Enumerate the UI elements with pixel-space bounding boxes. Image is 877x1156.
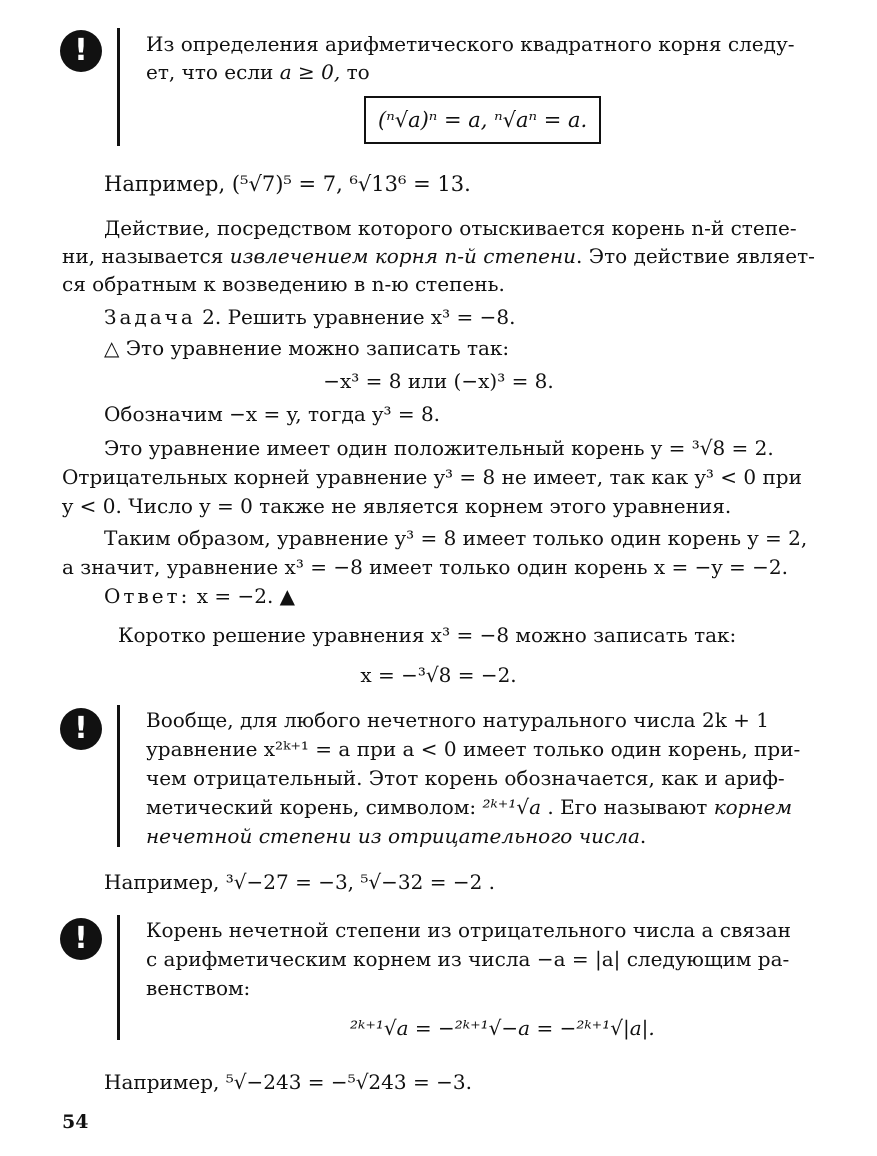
important-icon: ! [60,30,102,72]
rule2-line4: метический корень, символом: ²ᵏ⁺¹√a . Его называют корнем [146,795,793,819]
important-icon: ! [60,708,102,750]
eq1: −x³ = 8 или (−x)³ = 8. [323,369,554,393]
example1: Например, (⁵√7)⁵ = 7, ⁶√13⁶ = 13. [104,172,471,196]
task-label: Задача [104,305,196,329]
term-odd-root: нечетной степени из отрицательного числа [146,824,640,848]
para1-line3: ся обратным к возведению в n-ю степень. [62,272,505,296]
p3-line2: а значит, уравнение x³ = −8 имеет только один корень x = −y = −2. [62,555,788,579]
p2-line1: Это уравнение имеет один положительный корень y = ³√8 = 2. [104,436,774,460]
para1-line1: Действие, посредством которого отыскивается корень n-й степе- [104,216,797,240]
triangle-open-icon: △ [104,336,120,360]
short-solution: Коротко решение уравнения x³ = −8 можно записать так: [118,623,737,647]
rule-bar [117,28,120,146]
short-eq: x = −³√8 = −2. [360,663,517,687]
answer-label: Ответ: [104,584,191,608]
rule3-line1: Корень нечетной степени из отрицательного числа a связан [146,918,791,942]
page-number: 54 [62,1111,89,1133]
solution-intro: △ Это уравнение можно записать так: [104,336,510,360]
p2-line3: y < 0. Число y = 0 также не является корнем этого уравнения. [62,494,732,518]
answer: Ответ: x = −2. ▲ [104,584,296,608]
rule3-line3: венством: [146,976,251,1000]
rule2-line1: Вообще, для любого нечетного натурального числа 2k + 1 [146,708,770,732]
task-heading: Задача 2. Решить уравнение x³ = −8. [104,305,516,329]
para1-line2: ни, называется извлечением корня n-й степени. Это действие являет- [62,244,815,268]
rule2-line2: уравнение x²ᵏ⁺¹ = a при a < 0 имеет только один корень, при- [146,737,801,761]
rule1-line2: ет, что если a ≥ 0, то [146,60,370,84]
rule1-line1: Из определения арифметического квадратного корня следу- [146,32,795,56]
rule1-formula: (ⁿ√a)ⁿ = a, ⁿ√aⁿ = a. [378,108,588,132]
rule3-line2: с арифметическим корнем из числа −a = |a| следующим ра- [146,947,790,971]
rule1-formula-box [364,96,601,144]
rule2-line3: чем отрицательный. Этот корень обозначается, как и ариф- [146,766,785,790]
example2: Например, ³√−27 = −3, ⁵√−32 = −2 . [104,870,496,894]
term-extraction: извлечением корня n-й степени [229,244,577,268]
triangle-filled-icon: ▲ [279,584,296,608]
p2-line2: Отрицательных корней уравнение y³ = 8 не имеет, так как y³ < 0 при [62,465,802,489]
rule-bar [117,705,120,847]
example3: Например, ⁵√−243 = −⁵√243 = −3. [104,1070,472,1094]
p3-line1: Таким образом, уравнение y³ = 8 имеет только один корень y = 2, [104,526,808,550]
substitution: Обозначим −x = y, тогда y³ = 8. [104,402,441,426]
rule2-line5: нечетной степени из отрицательного числа. [146,824,647,848]
rule-bar [117,915,120,1040]
important-icon: ! [60,918,102,960]
rule3-formula: ²ᵏ⁺¹√a = −²ᵏ⁺¹√−a = −²ᵏ⁺¹√|a|. [350,1016,655,1040]
